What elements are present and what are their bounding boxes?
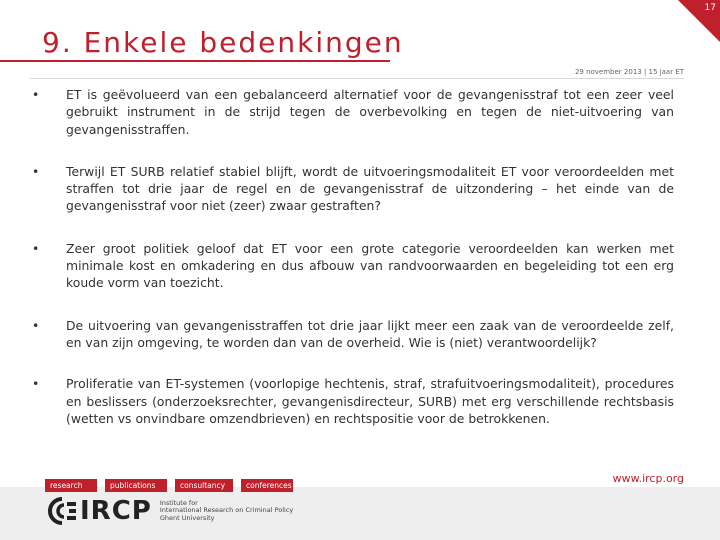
bullet-item — [32, 240, 674, 292]
bullet-list — [32, 86, 674, 427]
bullet-item — [32, 317, 674, 352]
tag-publications[interactable]: publications — [105, 479, 167, 492]
bullet-dot: • — [32, 87, 40, 102]
tag-consultancy[interactable]: consultancy — [175, 479, 233, 492]
dateline-rule — [30, 78, 684, 79]
tag-conferences[interactable]: conferences — [241, 479, 293, 492]
slide-title: 9. Enkele bedenkingen — [42, 26, 404, 59]
bullet-text: Terwijl ET SURB relatief stabiel blijft, wordt de uitvoeringsmodaliteit ET voor veroordeelden met straffen tot drie jaar de regel en de gevangenisstraf de uitzondering – het einde van de gevangenisstraf voor niet (zeer) zwaar gestraften? — [66, 163, 674, 214]
bullet-text: ET is geëvolueerd van een gebalanceerd alternatief voor de gevangenisstraf tot een zeer veel gebruikt instrument in de strijd tegen de overbevolking en tegen de niet-uitvoering van gevangenisstraffen. — [66, 87, 674, 137]
bullet-text: Proliferatie van ET-systemen (voorlopige hechtenis, straf, strafuitvoeringsmodaliteit), procedures en beslissers (onderzoeksrechter, gevangenisdirecteur, SURB) met erg verschillende rechtsbasis (wetten vs onvindbare omzendbrieven) en rechtspositie voor de betrokkenen. — [66, 376, 674, 426]
title-underline — [0, 60, 390, 62]
logo-wordmark: IRCP — [80, 496, 152, 526]
bullet-item — [32, 86, 674, 138]
bullet-dot: • — [32, 240, 40, 256]
bullet-item — [32, 163, 674, 215]
footer-tags — [45, 479, 293, 492]
logo-sub-line: Institute for — [159, 498, 198, 507]
dateline: 29 november 2013 | 15 jaar ET — [574, 68, 684, 76]
logo-subtitle — [160, 500, 293, 523]
ircp-logo — [42, 496, 293, 526]
logo-sub-line: International Research on Criminal Policy — [159, 506, 294, 515]
bullet-dot: • — [32, 163, 40, 179]
bullet-dot: • — [32, 317, 40, 333]
bullet-dot: • — [32, 376, 40, 392]
bullet-item — [32, 375, 674, 427]
logo-sub-line: Ghent University — [159, 513, 215, 522]
page-number: 17 — [704, 3, 716, 13]
bullet-text: De uitvoering van gevangenisstraffen tot drie jaar lijkt meer een zaak van de veroordeelde zelf, en van zijn omgeving, te worden dan van de overheid. Wie is (niet) verantwoordelijk? — [66, 317, 674, 350]
website-link[interactable]: www.ircp.org — [612, 472, 684, 485]
tag-research[interactable]: research — [45, 479, 97, 492]
logo-mark-icon — [42, 496, 78, 526]
bullet-text: Zeer groot politiek geloof dat ET voor een grote categorie veroordeelden kan werken met minimale kost en omkadering en dus afbouw van randvoorwaarden en begeleiding tot een erg koude vorm van toezicht. — [66, 240, 674, 291]
